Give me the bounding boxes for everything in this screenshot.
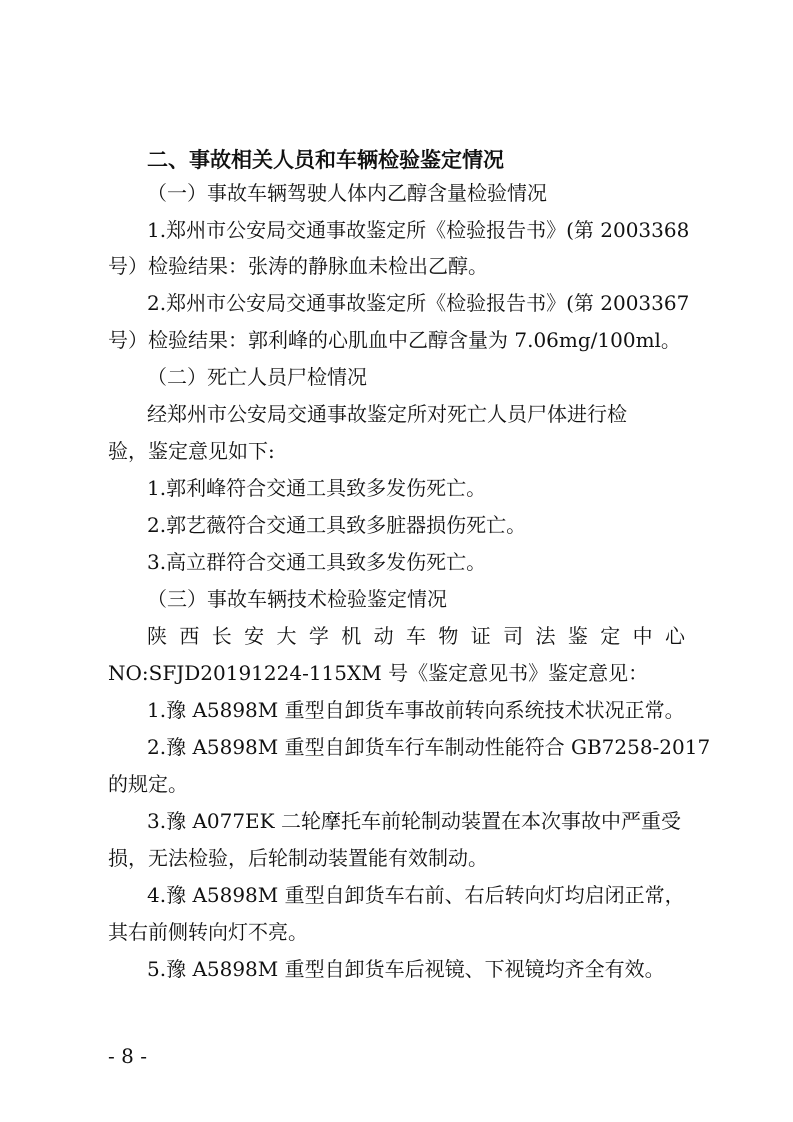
sub3-item-3-line-1: 3.豫 A077EK 二轮摩托车前轮制动装置在本次事故中严重受 (147, 809, 681, 833)
sub3-item-2-line-1: 2.豫 A5898M 重型自卸货车行车制动性能符合 GB7258-2017 (147, 735, 711, 759)
sub2-item-2: 2.郭艺薇符合交通工具致多脏器损伤死亡。 (147, 513, 527, 537)
page-number: - 8 - (108, 1044, 147, 1068)
justified-char: 定 (600, 624, 621, 648)
sub1-item-1-line-2: 号）检验结果：张涛的静脉血未检出乙醇。 (108, 254, 488, 278)
justified-char: 物 (438, 624, 459, 648)
sub1-item-2-line-1: 2.郑州市公安局交通事故鉴定所《检验报告书》(第 2003367 (147, 291, 690, 315)
section-heading: 二、事故相关人员和车辆检验鉴定情况 (147, 148, 504, 172)
justified-char: 动 (373, 624, 394, 648)
sub3-item-4-line-2: 其右前侧转向灯不亮。 (108, 920, 308, 944)
sub3-item-3-line-2: 损，无法检验，后轮制动装置能有效制动。 (108, 846, 488, 870)
justified-char: 车 (406, 624, 426, 648)
justified-char: 司 (503, 624, 524, 648)
sub2-intro-line-2: 验，鉴定意见如下: (108, 439, 275, 463)
justified-char: 中 (632, 624, 653, 648)
sub2-item-3: 3.高立群符合交通工具致多发伤死亡。 (147, 550, 487, 574)
sub3-intro-line-2: NO:SFJD20191224-115XM 号《鉴定意见书》鉴定意见： (108, 661, 649, 685)
sub3-item-4-line-1: 4.豫 A5898M 重型自卸货车右前、右后转向灯均启闭正常， (147, 883, 685, 907)
sub3-intro-line-1 (147, 623, 685, 649)
justified-char: 西 (179, 624, 200, 648)
justified-char: 法 (535, 624, 556, 648)
justified-char: 陕 (147, 624, 167, 648)
justified-char: 长 (211, 624, 232, 648)
justified-char: 安 (244, 624, 265, 648)
justified-char: 鉴 (567, 624, 588, 648)
justified-char: 大 (276, 624, 297, 648)
subsection-title-3: （三）事故车辆技术检验鉴定情况 (147, 587, 447, 611)
sub1-item-1-line-1: 1.郑州市公安局交通事故鉴定所《检验报告书》(第 2003368 (147, 218, 690, 242)
sub1-item-2-line-2: 号）检验结果：郭利峰的心肌血中乙醇含量为 7.06mg/100ml。 (108, 328, 681, 352)
sub2-intro-line-1: 经郑州市公安局交通事故鉴定所对死亡人员尸体进行检 (147, 402, 627, 426)
sub2-item-1: 1.郭利峰符合交通工具致多发伤死亡。 (147, 476, 487, 500)
subsection-title-2: （二）死亡人员尸检情况 (147, 365, 367, 389)
justified-char: 证 (470, 624, 491, 648)
justified-char: 学 (308, 624, 329, 648)
sub3-item-5-line-1: 5.豫 A5898M 重型自卸货车后视镜、下视镜均齐全有效。 (147, 957, 665, 981)
justified-char: 机 (341, 624, 362, 648)
sub3-item-2-line-2: 的规定。 (108, 772, 188, 796)
sub3-item-1-line-1: 1.豫 A5898M 重型自卸货车事故前转向系统技术状况正常。 (147, 698, 685, 722)
subsection-title-1: （一）事故车辆驾驶人体内乙醇含量检验情况 (147, 181, 547, 205)
justified-char: 心 (665, 624, 685, 648)
